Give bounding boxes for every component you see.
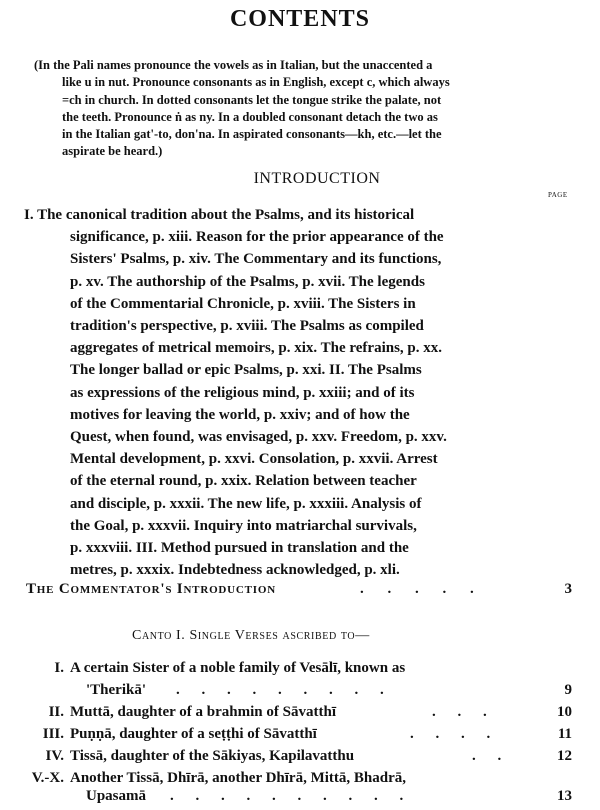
toc-entry-text: Another Tissā, Dhīrā, another Dhīrā, Mittā, Bhadrā,	[70, 770, 406, 786]
dot-leader: . . . .	[410, 726, 500, 742]
toc-entry-page: 11	[557, 726, 572, 742]
toc-entry-text: Puṇṇā, daughter of a seṭṭhi of Sāvatthī	[70, 726, 317, 742]
intro-line: aggregates of metrical memoirs, p. xix. The refrains, p. xx.	[70, 340, 443, 357]
toc-entry	[0, 704, 600, 726]
toc-entry-continuation	[0, 682, 600, 704]
dot-leader: . .	[472, 748, 511, 764]
toc-entry-label: The Commentator's Introduction	[26, 581, 276, 597]
intro-line: as expressions of the religious mind, p. xxiii; and of its	[70, 384, 415, 401]
toc-entry-number: II.	[48, 704, 64, 720]
note-line: the teeth. Pronounce ṅ as ny. In a doubled consonant detach the two as	[62, 109, 438, 124]
dot-leader: . . . . .	[360, 581, 484, 597]
intro-line: of the Commentarial Chronicle, p. xviii. The Sisters in	[70, 295, 416, 312]
note-line: like u in nut. Pronounce consonants as in English, except c, which always	[62, 75, 450, 90]
toc-entry-page: 10	[557, 704, 572, 720]
pronunciation-note	[34, 57, 580, 161]
toc-entry	[0, 726, 600, 748]
toc-entry-text: Upasamā	[86, 788, 147, 804]
intro-line: The longer ballad or epic Psalms, p. xxi. II. The Psalms	[70, 362, 422, 379]
toc-entry-text: Tissā, daughter of the Sākiyas, Kapilavatthu	[70, 748, 355, 764]
intro-line: p. xv. The authorship of the Psalms, p. xvii. The legends	[70, 273, 425, 290]
toc-entry-number: III.	[42, 726, 64, 742]
intro-line: tradition's perspective, p. xviii. The Psalms as compiled	[70, 318, 424, 335]
toc-entry-number: I.	[54, 660, 64, 676]
page-title: CONTENTS	[229, 6, 371, 32]
toc-entry-page: 3	[564, 581, 572, 597]
toc-entry-continuation	[0, 788, 600, 810]
toc-entry	[0, 748, 600, 770]
intro-line: significance, p. xiii. Reason for the prior appearance of the	[70, 229, 444, 246]
toc-entry-page: 12	[557, 748, 572, 764]
page-column-label: PAGE	[548, 191, 568, 199]
toc-entry-page: 9	[564, 682, 572, 698]
toc-entry-commentator	[0, 581, 600, 601]
intro-line: of the eternal round, p. xxix. Relation between teacher	[70, 473, 417, 490]
dot-leader: . . . . . . . . .	[176, 682, 393, 698]
intro-line: the Goal, p. xxxvii. Inquiry into matriarchal survivals,	[70, 517, 417, 534]
introduction-heading: INTRODUCTION	[253, 170, 381, 187]
intro-line: and disciple, p. xxxii. The new life, p. xxxiii. Analysis of	[70, 495, 422, 512]
note-line: =ch in church. In dotted consonants let the tongue strike the palate, not	[62, 92, 442, 107]
canto-heading: Canto I. Single Verses ascribed to—	[132, 628, 370, 643]
toc-entry-text: Muttā, daughter of a brahmin of Sāvatthī	[70, 704, 336, 720]
toc-entry-number: IV.	[45, 748, 64, 764]
toc-entry	[0, 660, 600, 682]
intro-line: Mental development, p. xxvi. Consolation, p. xxvii. Arrest	[70, 451, 438, 468]
intro-line: Sisters' Psalms, p. xiv. The Commentary and its functions,	[70, 251, 442, 268]
dot-leader: . . .	[432, 704, 496, 720]
toc-entry-text: A certain Sister of a noble family of Vesālī, known as	[70, 660, 406, 676]
toc-entry-text: 'Therikā'	[86, 682, 147, 698]
toc-entry-page: 13	[557, 788, 572, 804]
introduction-summary	[24, 204, 544, 581]
dot-leader: . . . . . . . . . .	[170, 788, 413, 804]
intro-line: p. xxxviii. III. Method pursued in translation and the	[70, 540, 409, 557]
note-line: (In the Pali names pronounce the vowels as in Italian, but the unaccented a	[34, 58, 433, 72]
intro-line: motives for leaving the world, p. xxiv; and of how the	[70, 406, 410, 423]
note-line: in the Italian gat'-to, don'na. In aspirated consonants—kh, etc.—let the	[62, 127, 442, 142]
intro-line: I. The canonical tradition about the Psalms, and its historical	[24, 207, 415, 223]
note-line: aspirate be heard.)	[62, 144, 163, 159]
intro-line: metres, p. xxxix. Indebtedness acknowledged, p. xli.	[70, 562, 400, 579]
toc-entry-number: V.-X.	[31, 770, 64, 786]
intro-line: Quest, when found, was envisaged, p. xxv. Freedom, p. xxv.	[70, 429, 447, 446]
